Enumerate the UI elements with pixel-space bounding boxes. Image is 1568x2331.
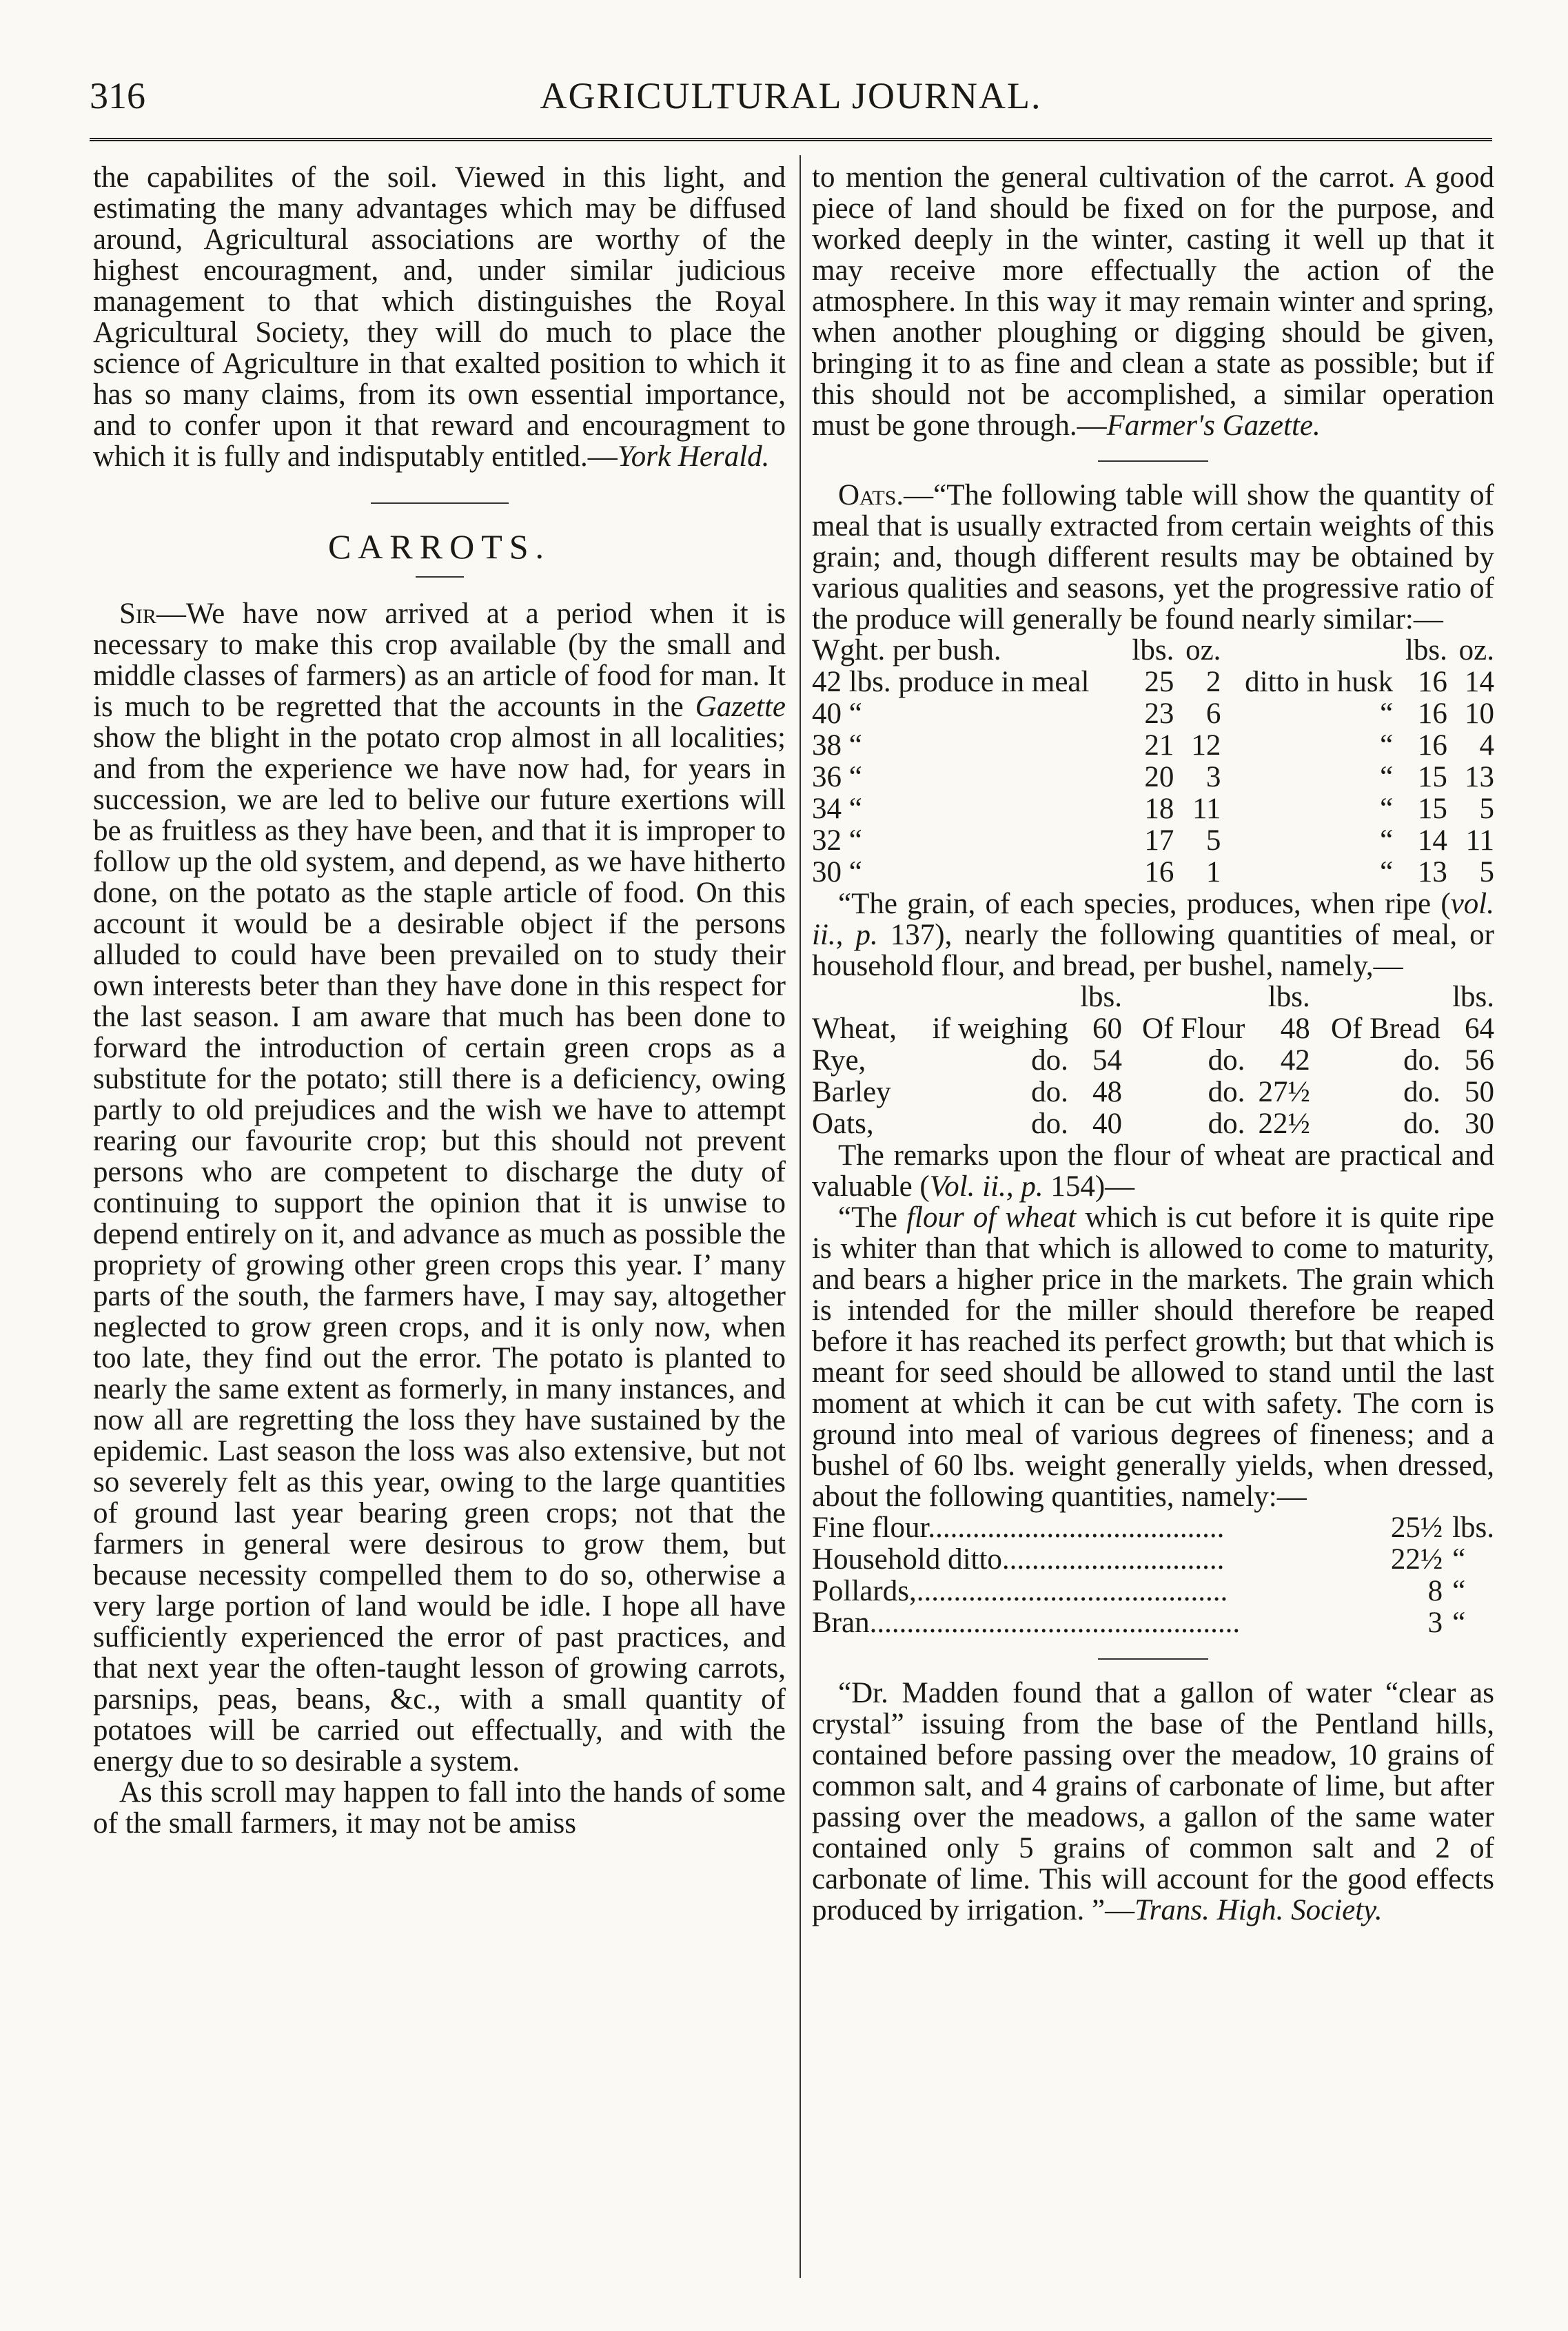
- table-header-cell: oz.: [1458, 634, 1494, 666]
- table-cell: 15: [1417, 793, 1447, 825]
- table-row: [812, 1013, 1494, 1045]
- table-cell: 20: [1144, 761, 1174, 793]
- table-cell: 27½: [1258, 1076, 1310, 1108]
- table-cell: do.: [1208, 1076, 1245, 1108]
- table-cell: do.: [1403, 1044, 1440, 1077]
- section-separator: [371, 502, 509, 504]
- table-header-cell: [1221, 635, 1393, 666]
- madden-paragraph: [812, 1678, 1494, 1926]
- intro-text: the capabilites of the soil. Viewed in this light, and estimating the many advantages which may be diffused around, Agricultural associations are worthy of the highest encouragment, and, under similar judicious management to that which distinguishes the Royal Agricultural Society, they will do much to place the science of Agriculture in that exalted position to which it has so many claims, from its own essential importance, and to confer upon it that reward and encouragment to which it is fully and indisputably entitled.—: [93, 161, 786, 473]
- item-value: 8: [1427, 1575, 1443, 1607]
- table-cell: 5: [1479, 856, 1494, 888]
- table-cell: 6: [1205, 698, 1221, 730]
- table-row: [812, 730, 1494, 762]
- table-cell: do.: [1208, 1108, 1245, 1140]
- table-cell: do.: [1031, 1044, 1068, 1077]
- table-cell: 40 “: [812, 698, 862, 730]
- table-cell: ditto in husk: [1245, 666, 1394, 698]
- carrot-continuation-paragraph: [812, 162, 1494, 441]
- list-item: [812, 1607, 1494, 1639]
- list-item: [812, 1544, 1494, 1576]
- list-item: [812, 1512, 1494, 1544]
- flour-quantities-list: [812, 1512, 1494, 1639]
- table-cell: 42: [1280, 1044, 1310, 1077]
- carrots-closing-paragraph: As this scroll may happen to fall into the hands of some of the small farmers, it may not be amiss: [93, 1776, 786, 1840]
- table-cell: 5: [1205, 824, 1221, 857]
- table-cell: 48: [1280, 1012, 1310, 1045]
- table-cell: 42 lbs. produce in meal: [812, 666, 1090, 698]
- table-cell: 11: [1465, 824, 1494, 857]
- table-cell: 56: [1465, 1044, 1494, 1077]
- table-header-cell: lbs.: [1452, 981, 1494, 1013]
- table-header-cell: lbs.: [1405, 634, 1447, 666]
- flour-bread-table: [812, 981, 1494, 1140]
- table-row: [812, 762, 1494, 793]
- table-cell: 15: [1417, 761, 1447, 793]
- table-row: [812, 698, 1494, 730]
- table-cell: 13: [1465, 761, 1494, 793]
- oats-intro: —“The following table will show the quantity of meal that is usually extracted from certain weights of this grain; and, though different results may be obtained by various qualities and seasons, yet the progressive ratio of the produce will generally be found nearly similar:—: [812, 479, 1494, 635]
- table-cell: “: [1380, 824, 1394, 857]
- table-cell: Oats,: [812, 1108, 874, 1140]
- flour-quote-paragraph: [812, 1202, 1494, 1512]
- header-rule: [90, 138, 1492, 141]
- table-cell: 38 “: [812, 729, 862, 762]
- item-unit: lbs.: [1452, 1511, 1494, 1544]
- intro-paragraph: [93, 162, 786, 472]
- table-cell: do.: [1403, 1076, 1440, 1108]
- madden-text: “Dr. Madden found that a gallon of water “clear as crystal” issuing from the base of the Pentland hills, contained before passing over the meadow, 10 grains of common salt, and 4 grains of carbonate of lime, but after passing over the meadows, a gallon of the same water contained only 5 grains of common salt and 2 of carbonate of lime. This will account for the good effects produced by irrigation. ”—: [812, 1677, 1494, 1926]
- list-item: [812, 1576, 1494, 1607]
- table-row: [812, 1077, 1494, 1108]
- table-cell: 10: [1465, 698, 1494, 730]
- item-label: Household ditto..............................: [812, 1543, 1225, 1576]
- grain-intro-part-2: 137), nearly the following quantities of meal, or household flour, and bread, per bushel, namely,—: [812, 919, 1494, 982]
- table-cell: 21: [1144, 729, 1174, 762]
- table-cell: do.: [1031, 1076, 1068, 1108]
- table-cell: 36 “: [812, 761, 862, 793]
- gazette-reference: Gazette: [695, 691, 786, 723]
- section-separator: [1098, 460, 1208, 462]
- table-cell: “: [1380, 793, 1394, 825]
- table-cell: Of Bread: [1331, 1012, 1440, 1045]
- table-header-cell: lbs.: [1132, 634, 1174, 666]
- table-cell: Barley: [812, 1076, 891, 1108]
- table-cell: 48: [1092, 1076, 1122, 1108]
- table-cell: 25: [1144, 666, 1174, 698]
- table-cell: 17: [1144, 824, 1174, 857]
- table-cell: 5: [1479, 793, 1494, 825]
- table-cell: 30: [1465, 1108, 1494, 1140]
- table-cell: 1: [1205, 856, 1221, 888]
- table-cell: 4: [1479, 729, 1494, 762]
- table-cell: 16: [1417, 666, 1447, 698]
- table-header-cell: oz.: [1185, 634, 1221, 666]
- left-column: [93, 162, 786, 1839]
- table-cell: 14: [1417, 824, 1447, 857]
- table-row: [812, 857, 1494, 888]
- madden-source: Trans. High. Society.: [1134, 1894, 1383, 1926]
- carrot-continuation-text: to mention the general cultivation of the carrot. A good piece of land should be fixed on for the purpose, and worked deeply in the winter, casting it well up that it may receive more effectually the action of the atmosphere. In this way it may remain winter and spring, when another ploughing or digging should be given, bringing it to as fine and clean a state as possible; but if this should not be accomplished, a similar operation must be gone through.—: [812, 161, 1494, 442]
- table-header-cell: [812, 981, 908, 1013]
- table-cell: 11: [1192, 793, 1221, 825]
- table-cell: 34 “: [812, 793, 862, 825]
- grain-paragraph: [812, 888, 1494, 981]
- carrots-heading: CARROTS.: [327, 527, 551, 566]
- carrots-text-part-1: —We have now arrived at a period when it is necessary to make this crop available (by the small and middle classes of farmers) as an article of food for man. It is much to be regretted that the accounts in the: [93, 598, 786, 723]
- table-header-row: [812, 981, 1494, 1013]
- item-unit: “: [1452, 1575, 1466, 1607]
- table-cell: do.: [1031, 1108, 1068, 1140]
- table-cell: if weighing: [932, 1012, 1068, 1045]
- page-number: 316: [90, 75, 145, 116]
- table-cell: Of Flour: [1142, 1012, 1245, 1045]
- table-header-cell: [1310, 981, 1440, 1013]
- table-cell: 16: [1144, 856, 1174, 888]
- remarks-volume-reference: Vol. ii., p.: [929, 1170, 1043, 1203]
- table-cell: 2: [1205, 666, 1221, 698]
- table-row: [812, 793, 1494, 825]
- table-cell: 12: [1191, 729, 1221, 762]
- remarks-part-1: The remarks upon the flour of wheat are practical and valuable (: [812, 1139, 1494, 1203]
- table-header-cell: lbs.: [1267, 981, 1310, 1013]
- right-column: [812, 162, 1494, 1926]
- table-cell: 54: [1092, 1044, 1122, 1077]
- table-cell: 23: [1144, 698, 1174, 730]
- item-label: Fine flour........................................: [812, 1511, 1225, 1544]
- table-cell: 14: [1465, 666, 1494, 698]
- table-cell: 40: [1092, 1108, 1122, 1140]
- item-value: 25½: [1390, 1511, 1443, 1544]
- table-cell: do.: [1403, 1108, 1440, 1140]
- table-cell: “: [1380, 698, 1394, 730]
- table-cell: do.: [1208, 1044, 1245, 1077]
- table-cell: 16: [1417, 698, 1447, 730]
- table-cell: 32 “: [812, 824, 862, 857]
- remarks-paragraph: [812, 1140, 1494, 1202]
- heading-underline: [416, 576, 464, 578]
- carrots-letter-paragraph: [93, 598, 786, 1777]
- table-cell: Wheat,: [812, 1012, 897, 1045]
- table-cell: Rye,: [812, 1044, 866, 1077]
- table-header-cell: Wght. per bush.: [812, 634, 1001, 666]
- oats-meal-table: [812, 635, 1494, 888]
- table-cell: 22½: [1258, 1108, 1310, 1140]
- intro-source: York Herald.: [617, 440, 770, 473]
- running-title: AGRICULTURAL JOURNAL.: [540, 75, 1042, 116]
- item-label: Bran..................................................: [812, 1607, 1241, 1639]
- table-cell: “: [1380, 856, 1394, 888]
- table-header-cell: lbs.: [1080, 981, 1122, 1013]
- section-separator: [1098, 1658, 1208, 1660]
- flour-quote-part-1: “The: [838, 1201, 907, 1234]
- table-cell: “: [1380, 729, 1394, 762]
- table-cell: 13: [1417, 856, 1447, 888]
- item-label: Pollards,..........................................: [812, 1575, 1228, 1607]
- oats-lead: Oats.: [838, 479, 904, 511]
- item-value: 22½: [1390, 1543, 1443, 1576]
- grain-intro-part-1: “The grain, of each species, produces, when ripe (: [838, 888, 1451, 920]
- column-divider: [800, 155, 801, 2278]
- flour-quote-part-2: which is cut before it is quite ripe is whiter than that which is allowed to come to maturity, and bears a higher price in the markets. The grain which is intended for the miller should therefore be reaped before it has reached its perfect growth; but that which is meant for seed should be allowed to stand until the last moment at which it can be cut with safety. The corn is ground into meal of various degrees of fineness; and a bushel of 60 lbs. weight generally yields, when dressed, about the following quantities, namely:—: [812, 1201, 1495, 1513]
- table-cell: 18: [1144, 793, 1174, 825]
- item-unit: “: [1452, 1543, 1466, 1576]
- table-row: [812, 825, 1494, 857]
- oats-paragraph: [812, 480, 1494, 635]
- table-cell: 50: [1465, 1076, 1494, 1108]
- item-value: 3: [1427, 1607, 1443, 1639]
- table-header-cell: [908, 981, 1068, 1013]
- table-header-row: [812, 635, 1494, 666]
- table-row: [812, 1045, 1494, 1077]
- table-row: [812, 1108, 1494, 1140]
- table-cell: 64: [1465, 1012, 1494, 1045]
- table-cell: 16: [1417, 729, 1447, 762]
- table-row: [812, 666, 1494, 698]
- table-cell: “: [1380, 761, 1394, 793]
- carrots-text-part-2: show the blight in the potato crop almost in all localities; and from the experience we have now had, for years in succession, we are led to belive our future exertions will be as fruitless as they have been, and that it is improper to follow up the old system, and depend, as we have hitherto done, on the potato as the staple article of food. On this account it would be a desirable object if the persons alluded to could have been prevailed on to study their own interests beter than they have done in this respect for the last season. I am aware that much has been done to forward the introduction of certain green crops as a substitute for the potato; still there is a deficiency, owing partly to old prejudices and the wish we have to attempt rearing our favourite crop; but this should not prevent persons who are competent to discharge the duty of continuing to support the opinion that it is unwise to depend entirely on it, and advance as much as possible the propriety of growing other green crops this year. I’ many parts of the south, the farmers have, I may say, altogether neglected to grow green crops, and it is only now, when too late, they find out the error. The potato is planted to nearly the same extent as formerly, in many instances, and now all are regretting the loss they have sustained by the epidemic. Last season the loss was also extensive, but not so severely felt as this year, owing to the large quantities of ground last year bearing green crops; not that the farmers in general were desirous to grow them, but because necessity compelled them to do so, otherwise a very large portion of land would be idle. I hope all have sufficiently experienced the error of past practices, and that next year the often-taught lesson of growing carrots, parsnips, peas, beans, &c., with a small quantity of potatoes will be carried out effectually, and with the energy due to so desirable a system.: [93, 722, 786, 1778]
- grain-volume-reference: vol. ii., p.: [812, 888, 1494, 951]
- table-cell: 30 “: [812, 856, 862, 888]
- remarks-part-2: 154)—: [1043, 1170, 1135, 1203]
- salutation: Sir: [119, 598, 156, 630]
- page-header: [90, 74, 1492, 130]
- item-unit: “: [1452, 1607, 1466, 1639]
- flour-quote-term: flour of wheat: [906, 1201, 1077, 1234]
- table-header-cell: [1122, 981, 1245, 1013]
- carrot-source: Farmer's Gazette.: [1106, 409, 1321, 442]
- table-cell: 60: [1092, 1012, 1122, 1045]
- table-cell: 3: [1205, 761, 1221, 793]
